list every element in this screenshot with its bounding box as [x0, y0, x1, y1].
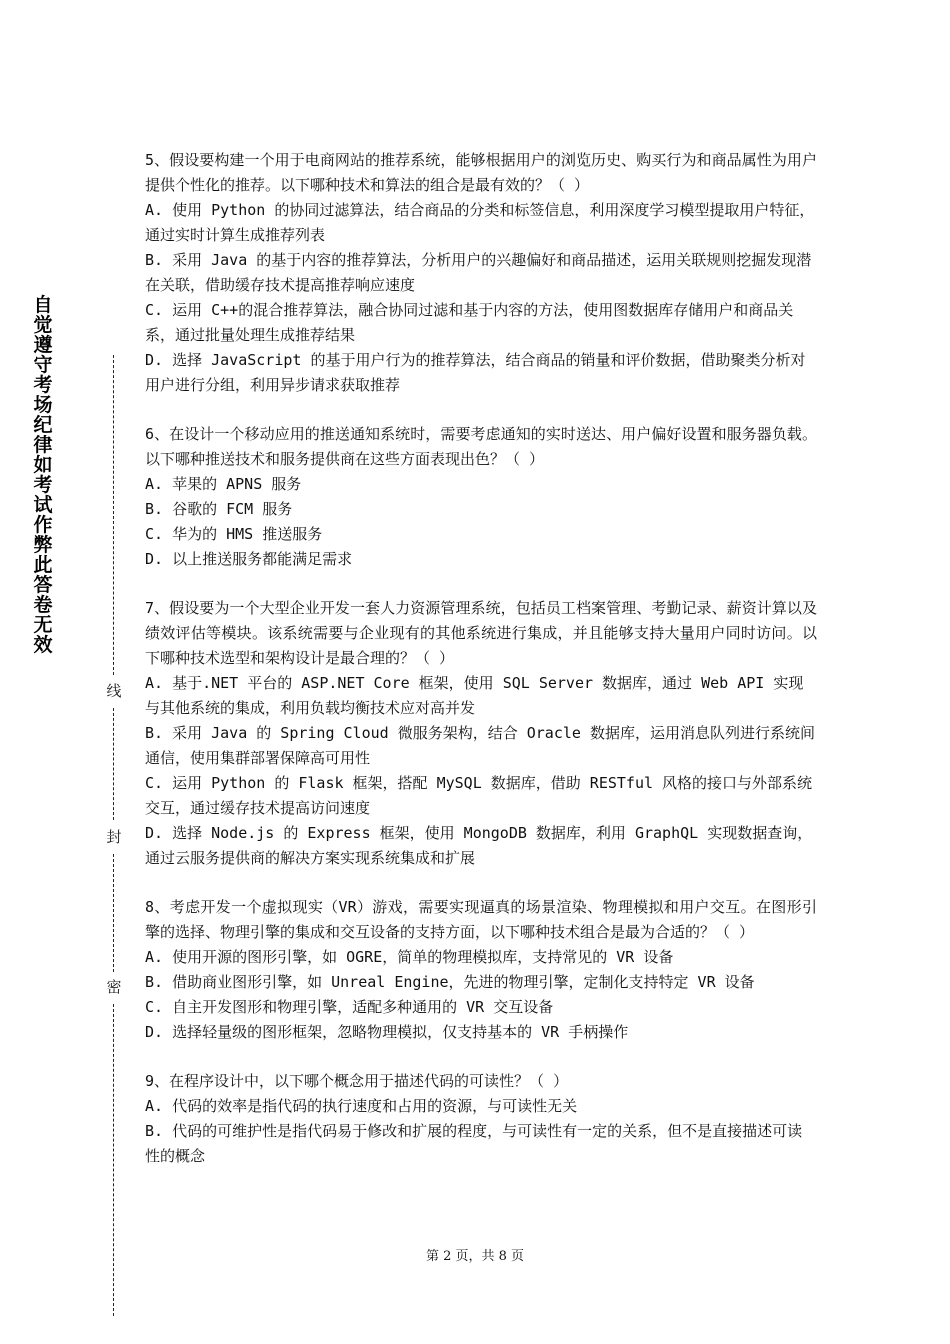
- binding-label-xian: 线: [104, 680, 124, 701]
- question-stem: 8、考虑开发一个虚拟现实（VR）游戏，需要实现逼真的场景渲染、物理模拟和用户交互。在图形引擎的选择、物理引擎的集成和交互设备的支持方面，以下哪种技术组合是最为合适的？（ ）: [145, 898, 817, 941]
- option-d: D. 以上推送服务都能满足需求: [145, 550, 353, 568]
- binding-label-feng: 封: [104, 826, 124, 847]
- page-number: 第 2 页，共 8 页: [425, 1249, 525, 1264]
- question-stem: 7、假设要为一个大型企业开发一套人力资源管理系统，包括员工档案管理、考勤记录、薪资计算以及绩效评估等模块。该系统需要与企业现有的其他系统进行集成，并且能够支持大量用户同时访问。以下哪种技术选型和架构设计是最合理的？（ ）: [145, 599, 817, 667]
- question-stem: 9、在程序设计中，以下哪个概念用于描述代码的可读性？（ ）: [145, 1072, 569, 1090]
- option-c: C. 运用 C++的混合推荐算法，融合协同过滤和基于内容的方法，使用图数据库存储用户和商品关系，通过批量处理生成推荐结果: [145, 301, 794, 344]
- option-a: A. 使用 Python 的协同过滤算法，结合商品的分类和标签信息，利用深度学习模型提取用户特征，通过实时计算生成推荐列表: [145, 201, 815, 244]
- binding-label-mi: 密: [104, 976, 124, 997]
- option-a: A. 苹果的 APNS 服务: [145, 475, 302, 493]
- question-stem: 6、在设计一个移动应用的推送通知系统时，需要考虑通知的实时送达、用户偏好设置和服务器负载。以下哪种推送技术和服务提供商在这些方面表现出色？（ ）: [145, 425, 817, 468]
- binding-dashed-line: [113, 708, 114, 820]
- option-c: C. 华为的 HMS 推送服务: [145, 525, 323, 543]
- question-6: [145, 422, 817, 572]
- binding-dashed-line: [113, 854, 114, 972]
- option-b: B. 采用 Java 的 Spring Cloud 微服务架构，结合 Oracle 数据库，运用消息队列进行系统间通信，使用集群部署保障高可用性: [145, 724, 815, 767]
- question-8: [145, 895, 817, 1045]
- option-b: B. 借助商业图形引擎，如 Unreal Engine，先进的物理引擎，定制化支持特定 VR 设备: [145, 973, 755, 991]
- question-list: [145, 148, 817, 1193]
- binding-warning: 自觉遵守考场纪律如考试作弊此答卷无效: [33, 294, 53, 656]
- question-5: [145, 148, 817, 398]
- option-b: B. 采用 Java 的基于内容的推荐算法，分析用户的兴趣偏好和商品描述，运用关联规则挖掘发现潜在关联，借助缓存技术提高推荐响应速度: [145, 251, 812, 294]
- question-stem: 5、假设要构建一个用于电商网站的推荐系统，能够根据用户的浏览历史、购买行为和商品属性为用户提供个性化的推荐。以下哪种技术和算法的组合是最有效的？（ ）: [145, 151, 817, 194]
- option-b: B. 代码的可维护性是指代码易于修改和扩展的程度，与可读性有一定的关系，但不是直接描述可读性的概念: [145, 1122, 803, 1165]
- binding-dashed-line: [113, 355, 114, 675]
- option-d: D. 选择 JavaScript 的基于用户行为的推荐算法，结合商品的销量和评价数据，借助聚类分析对用户进行分组，利用异步请求获取推荐: [145, 351, 806, 394]
- option-c: C. 运用 Python 的 Flask 框架，搭配 MySQL 数据库，借助 RESTful 风格的接口与外部系统交互，通过缓存技术提高访问速度: [145, 774, 813, 817]
- option-a: A. 基于.NET 平台的 ASP.NET Core 框架，使用 SQL Server 数据库，通过 Web API 实现与其他系统的集成，利用负载均衡技术应对高并发: [145, 674, 804, 717]
- option-d: D. 选择 Node.js 的 Express 框架，使用 MongoDB 数据库，利用 GraphQL 实现数据查询，通过云服务提供商的解决方案实现系统集成和扩展: [145, 824, 813, 867]
- option-a: A. 代码的效率是指代码的执行速度和占用的资源，与可读性无关: [145, 1097, 578, 1115]
- option-d: D. 选择轻量级的图形框架，忽略物理模拟，仅支持基本的 VR 手柄操作: [145, 1023, 629, 1041]
- question-9: [145, 1069, 817, 1169]
- option-c: C. 自主开发图形和物理引擎，适配多种通用的 VR 交互设备: [145, 998, 554, 1016]
- option-b: B. 谷歌的 FCM 服务: [145, 500, 293, 518]
- option-a: A. 使用开源的图形引擎，如 OGRE，简单的物理模拟库，支持常见的 VR 设备: [145, 948, 674, 966]
- binding-dashed-line: [113, 1004, 114, 1316]
- question-7: [145, 596, 817, 871]
